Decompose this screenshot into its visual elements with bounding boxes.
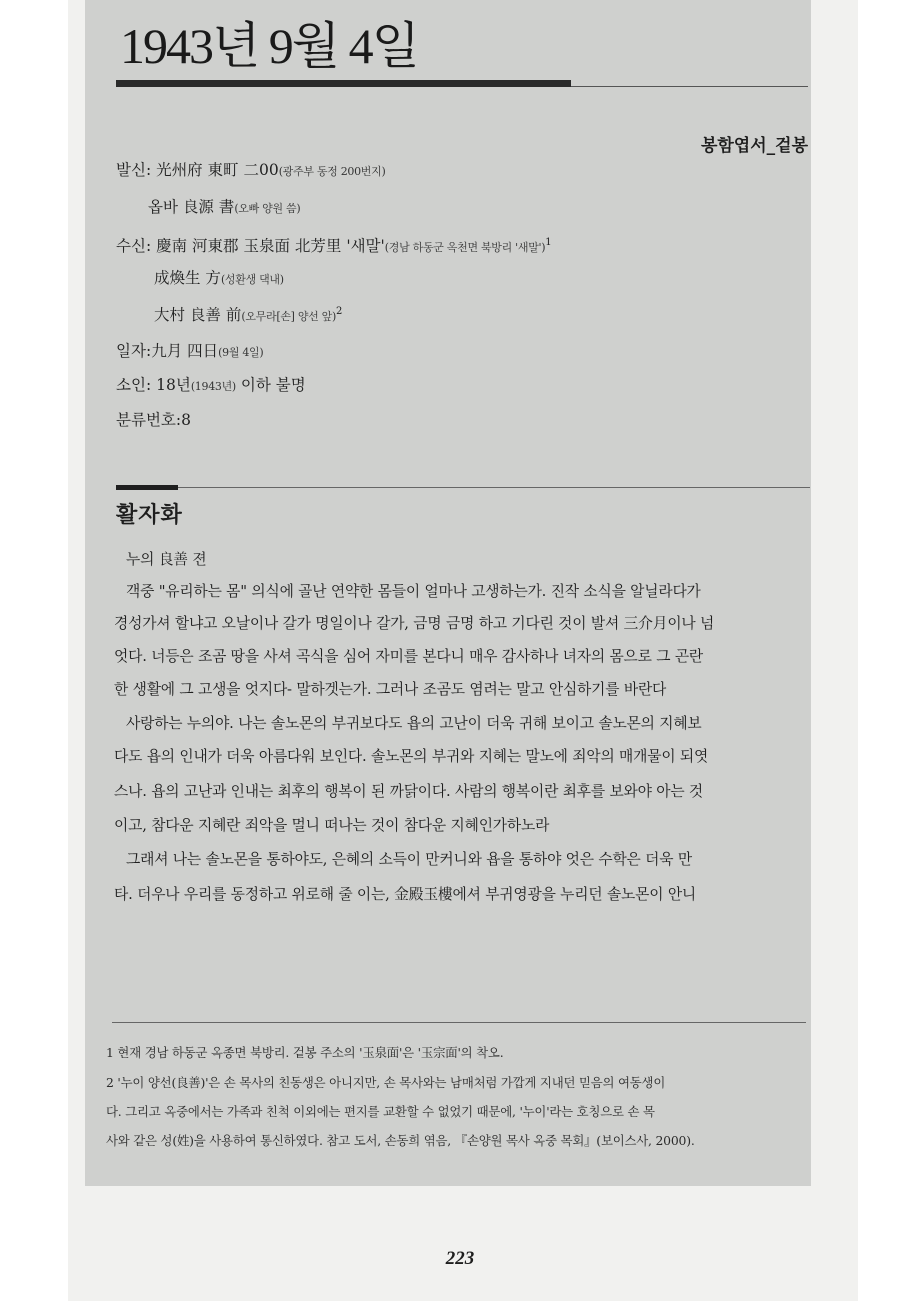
recipient-name2-line bbox=[154, 303, 342, 325]
body-line: 타. 더우나 우리를 동정하고 위로해 줄 이는, 金殿玉樓에셔 부귀영광을 누리던 솔노몬이 안니 bbox=[114, 886, 697, 903]
date-label: 일자 bbox=[116, 342, 146, 360]
recipient-name2-note: (오무라[손] 양선 앞) bbox=[241, 310, 337, 323]
class-number-value: 8 bbox=[181, 411, 192, 429]
recipient-address-note: (경남 하동군 옥천면 북방리 '새말') bbox=[384, 241, 546, 254]
body-line: 한 생활에 그 고생을 엇지다- 말하겟는가. 그러나 조곰도 염려는 말고 안심하기를 바란다 bbox=[114, 681, 667, 698]
title-rule-thin bbox=[571, 86, 808, 87]
recipient-address: 慶南 河東郡 玉泉面 北芳里 '새말' bbox=[156, 237, 385, 255]
body-line: 객중 "유리하는 몸" 의식에 골난 연약한 몸들이 얼마나 고생하는가. 진작 소식을 알닐라다가 bbox=[126, 583, 701, 600]
recipient-name2: 大村 良善 前 bbox=[154, 306, 242, 324]
footnote-2-line: 다. 그리고 옥중에서는 가족과 친척 이외에는 편지를 교환할 수 없었기 때문에, '누이'라는 호칭으로 손 목 bbox=[106, 1104, 655, 1119]
section-rule-thin bbox=[178, 487, 810, 488]
body-line: 사랑하는 누의야. 나는 솔노몬의 부귀보다도 욥의 고난이 더욱 귀해 보이고 솔노몬의 지혜보 bbox=[126, 715, 702, 732]
postmark-remark: 이하 불명 bbox=[235, 376, 306, 394]
postmark-line: 소인: 18년(1943년) 이하 불명 bbox=[116, 376, 306, 394]
body-line: 다도 욥의 인내가 더욱 아름다워 보인다. 솔노몬의 부귀와 지혜는 말노에 죄악의 매개물이 되엿 bbox=[114, 748, 709, 765]
class-number-label: 분류번호 bbox=[116, 411, 176, 429]
body-line: 엇다. 너등은 조곰 땅을 사셔 곡식을 심어 자미를 본다니 매우 감사하나 녀자의 몸으로 그 곤란 bbox=[114, 648, 704, 665]
footnote-ref-1: 1 bbox=[545, 236, 552, 248]
footnote-1: 1 현재 경남 하동군 옥종면 북방리. 겉봉 주소의 '玉泉面'은 '玉宗面'의 착오. bbox=[106, 1045, 504, 1060]
date-note: (9월 4일) bbox=[218, 346, 264, 359]
sender-label: 발신 bbox=[116, 161, 146, 179]
page-number: 223 bbox=[445, 1248, 475, 1269]
sender-name-line bbox=[148, 195, 300, 217]
recipient-name1-note: (성환생 댁내) bbox=[220, 273, 284, 286]
sender-name: 옵바 良源 書 bbox=[148, 198, 235, 216]
section-title: 활자화 bbox=[116, 503, 183, 528]
recipient-name1: 成煥生 方 bbox=[154, 269, 221, 287]
sender-name-note: (오빠 양원 씀) bbox=[234, 202, 301, 215]
body-line: 그래셔 나는 솔노몬을 통하야도, 은혜의 소득이 만커니와 욥을 통하야 엇은 수학은 더욱 만 bbox=[126, 851, 692, 868]
date-line: 일자:九月 四日(9월 4일) bbox=[116, 342, 264, 360]
postmark-label: 소인 bbox=[116, 376, 146, 394]
footnote-2-line: 사와 같은 성(姓)을 사용하여 통신하였다. 참고 도서, 손동희 엮음, 『손양원 목사 옥중 목회』(보이스사, 2000). bbox=[106, 1133, 695, 1148]
body-line: 이고, 참다운 지혜란 죄악을 멀니 떠나는 것이 참다운 지혜인가하노라 bbox=[114, 817, 550, 834]
footnote-ref-2: 2 bbox=[336, 305, 343, 317]
class-number-line: 분류번호:8 bbox=[116, 411, 192, 429]
footnote-2-line: 2 '누이 양선(良善)'은 손 목사의 친동생은 아니지만, 손 목사와는 남매처럼 가깝게 지내던 믿음의 여동생이 bbox=[106, 1075, 666, 1090]
sender-line: 발신: 光州府 東町 二00(광주부 동정 200번지) bbox=[116, 161, 386, 179]
section-rule-thick bbox=[116, 485, 178, 490]
body-line: 경성가셔 할냐고 오날이나 갈가 명일이나 갈가, 금명 금명 하고 기다린 것이 발셔 三介月이나 넘 bbox=[114, 615, 715, 632]
body-line: 스나. 욥의 고난과 인내는 최후의 행복이 된 까닭이다. 사람의 행복이란 최후를 보와야 아는 것 bbox=[114, 783, 704, 800]
sender-address: 光州府 東町 二00 bbox=[156, 161, 279, 179]
title-rule-thick bbox=[116, 80, 571, 87]
sender-address-note: (광주부 동정 200번지) bbox=[278, 165, 386, 178]
postmark-note: (1943년) bbox=[190, 380, 236, 393]
postmark-value: 18년 bbox=[156, 376, 191, 394]
footnote-rule bbox=[112, 1022, 806, 1023]
recipient-label: 수신 bbox=[116, 237, 146, 255]
document-category: 봉함엽서_겉봉 bbox=[700, 136, 808, 156]
recipient-line: 수신: 慶南 河東郡 玉泉面 北芳里 '새말'(경남 하동군 옥천면 북방리 '새말')$^1$ bbox=[116, 236, 552, 255]
recipient-name1-line bbox=[154, 266, 284, 288]
date-value: 九月 四日 bbox=[151, 342, 219, 360]
body-line: 누의 良善 젼 bbox=[126, 551, 207, 568]
page-title: 1943년 9월 4일 bbox=[120, 18, 418, 74]
